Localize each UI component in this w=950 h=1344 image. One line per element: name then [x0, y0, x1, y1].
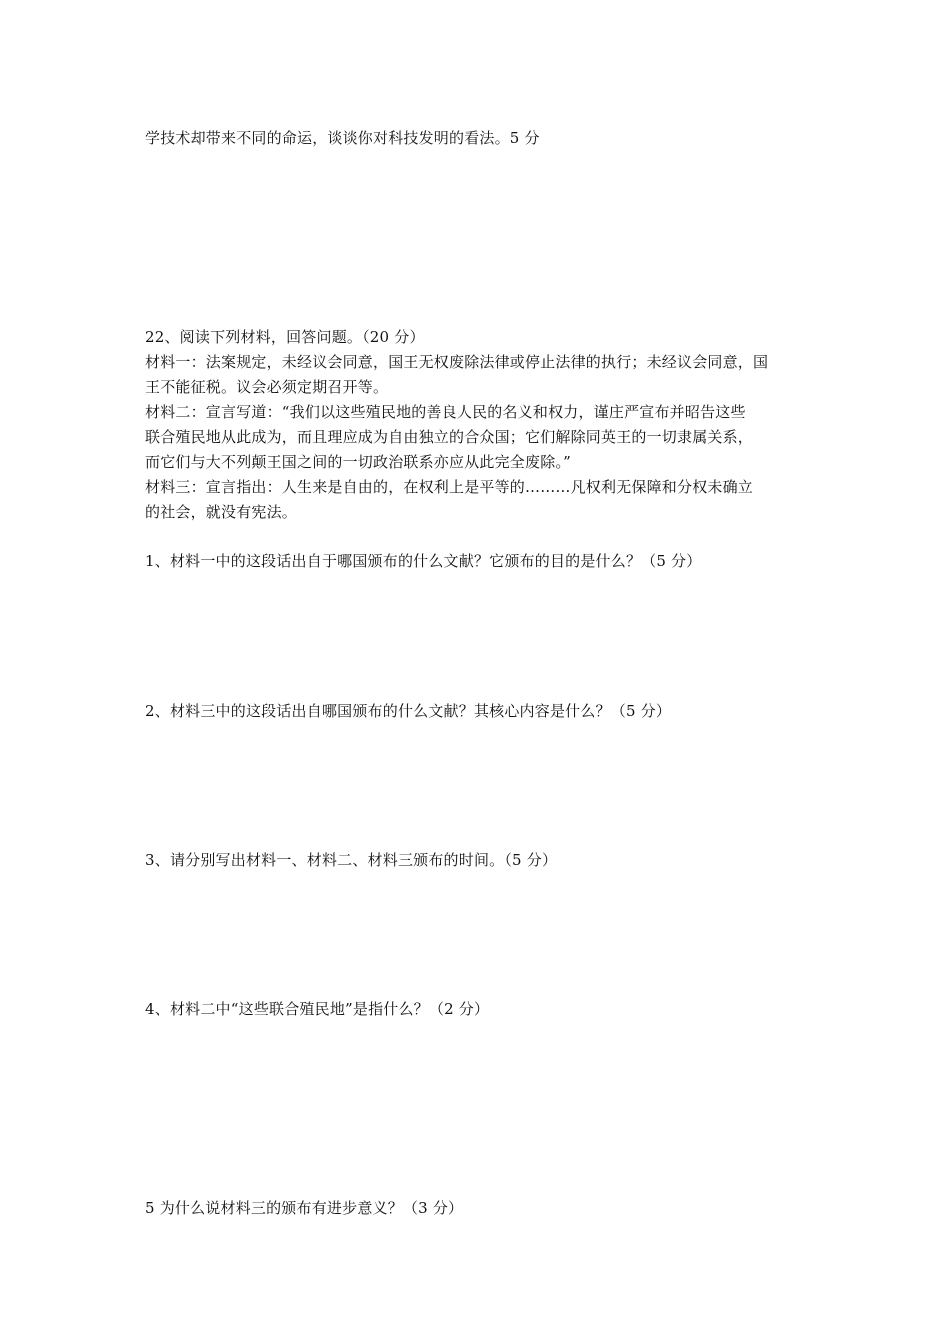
sub-question-2: 2、材料三中的这段话出自哪国颁布的什么文献？其核心内容是什么？（5 分） [145, 702, 672, 720]
material-1-line-2: 王不能征税。议会必须定期召开等。 [145, 378, 389, 396]
material-2-line-1: 材料二：宣言写道：“我们以这些殖民地的善良人民的名义和权力，谨庄严宣布并昭告这些 [145, 403, 746, 421]
material-3-line-1: 材料三：宣言指出：人生来是自由的，在权利上是平等的………凡权利无保障和分权未确立 [145, 478, 754, 496]
previous-question-tail: 学技术却带来不同的命运，谈谈你对科技发明的看法。5 分 [145, 129, 540, 147]
sub-question-4: 4、材料二中“这些联合殖民地”是指什么？（2 分） [145, 1000, 490, 1018]
question-22-heading: 22、阅读下列材料，回答问题。（20 分） [145, 328, 425, 346]
sub-question-1: 1、材料一中的这段话出自于哪国颁布的什么文献？它颁布的目的是什么？（5 分） [145, 552, 702, 570]
sub-question-5: 5 为什么说材料三的颁布有进步意义？（3 分） [145, 1199, 464, 1217]
material-3-line-2: 的社会，就没有宪法。 [145, 503, 298, 521]
sub-question-3: 3、请分别写出材料一、材料二、材料三颁布的时间。（5 分） [145, 851, 558, 869]
material-2-line-3: 而它们与大不列颠王国之间的一切政治联系亦应从此完全废除。” [145, 453, 571, 471]
material-2-line-2: 联合殖民地从此成为，而且理应成为自由独立的合众国；它们解除同英王的一切隶属关系， [145, 428, 754, 446]
material-1-line-1: 材料一：法案规定，未经议会同意，国王无权废除法律或停止法律的执行；未经议会同意，国 [145, 353, 769, 371]
